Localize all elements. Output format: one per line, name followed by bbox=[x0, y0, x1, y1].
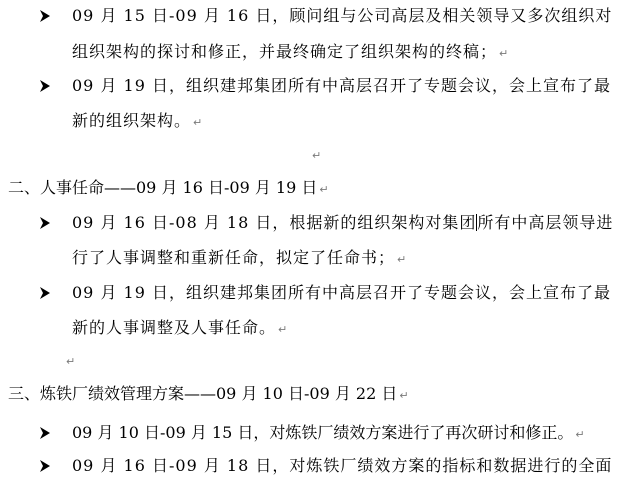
list-item-text: 09 月 15 日-09 月 16 日，顾问组与公司高层及相关领导又多次组织对 bbox=[72, 6, 613, 25]
paragraph-mark-icon: ↵ bbox=[319, 183, 329, 196]
bullet-arrow-icon bbox=[38, 283, 52, 303]
list-item-text: 09 月 10 日-09 月 15 日，对炼铁厂绩效方案进行了再次研讨和修正。 ↵ bbox=[72, 423, 585, 442]
bullet-arrow-icon bbox=[38, 76, 52, 96]
list-item-text: 09 月 16 日-09 月 18 日，对炼铁厂绩效方案的指标和数据进行的全面 bbox=[72, 456, 613, 475]
paragraph-mark-icon: ↵ bbox=[312, 149, 322, 162]
paragraph-mark-icon: ↵ bbox=[193, 116, 204, 129]
paragraph-mark-icon: ↵ bbox=[575, 428, 585, 441]
bullet-arrow-icon bbox=[38, 456, 52, 476]
paragraph-mark-icon: ↵ bbox=[278, 323, 289, 336]
section-heading: 三、炼铁厂绩效管理方案——09 月 10 日-09 月 22 日 ↵ bbox=[8, 384, 409, 403]
list-item-text: 09 月 16 日-08 月 18 日，根据新的组织架构对集团所有中高层领导进 bbox=[72, 213, 614, 232]
bullet-arrow-icon bbox=[38, 6, 52, 26]
list-item-text: 新的组织架构。 ↵ bbox=[72, 111, 204, 130]
paragraph-mark-icon: ↵ bbox=[397, 253, 408, 266]
list-item-text: 新的人事调整及人事任命。 ↵ bbox=[72, 318, 289, 337]
bullet-arrow-icon bbox=[38, 213, 52, 233]
section-heading: 二、人事任命——09 月 16 日-09 月 19 日 ↵ bbox=[8, 178, 329, 197]
paragraph-mark-icon: ↵ bbox=[66, 355, 76, 368]
list-item-text: 09 月 19 日，组织建邦集团所有中高层召开了专题会议，会上宣布了最 bbox=[72, 76, 611, 95]
paragraph-mark-icon: ↵ bbox=[499, 47, 510, 60]
paragraph-mark-icon: ↵ bbox=[399, 389, 409, 402]
list-item-text: 09 月 19 日，组织建邦集团所有中高层召开了专题会议，会上宣布了最 bbox=[72, 283, 611, 302]
list-item-text: 组织架构的探讨和修正，并最终确定了组织架构的终稿； ↵ bbox=[72, 42, 510, 61]
bullet-arrow-icon bbox=[38, 423, 52, 443]
list-item-text: 行了人事调整和重新任命，拟定了任命书； ↵ bbox=[72, 248, 408, 267]
